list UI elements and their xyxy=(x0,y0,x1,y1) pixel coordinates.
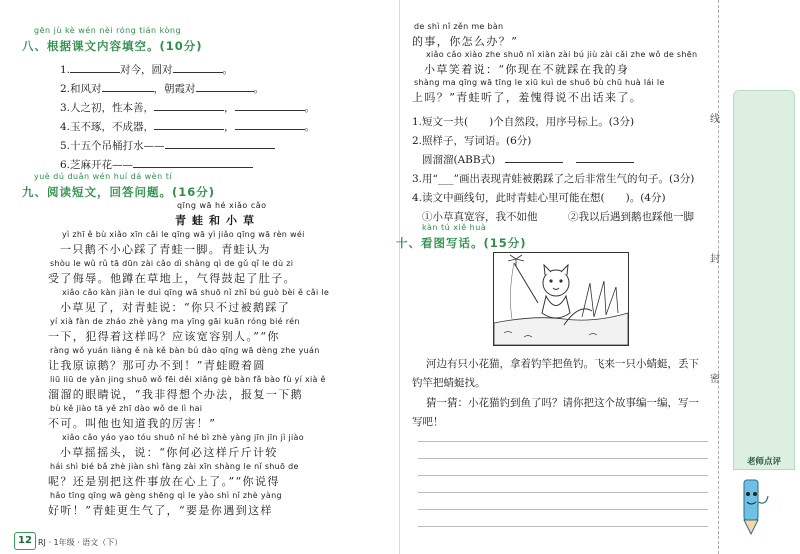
pencil-mascot-icon xyxy=(732,472,772,542)
binding-label: 线 xyxy=(710,114,720,125)
question-8-5: 5.十五个吊桶打水—— xyxy=(60,138,275,153)
passage-line: 猜一猜：小花猫钓到鱼了吗？请你把这个故事编一编，写一 xyxy=(426,397,699,409)
story-line: 不可。叫他也知道我的厉害！” xyxy=(48,417,217,430)
story-title-pinyin: qīng wā hé xiǎo cǎo xyxy=(177,201,267,210)
answer-blank[interactable] xyxy=(196,82,254,92)
answer-blank[interactable] xyxy=(576,153,634,163)
answer-blank[interactable] xyxy=(165,139,275,149)
story-line: 一只鹅不小心踩了青蛙一脚。青蛙认为 xyxy=(60,243,271,256)
story-line: 小草见了，对青蛙说：“你只不过被鹅踩了 xyxy=(60,301,291,314)
writing-line[interactable] xyxy=(418,458,708,459)
story-line: 一下，犯得着这样吗？应该宽容别人。”“你 xyxy=(48,330,280,343)
answer-blank[interactable] xyxy=(235,120,305,130)
cat-fishing-illustration xyxy=(493,252,629,346)
story-line: 呢？还是别把这件事放在心上了。”“你说得 xyxy=(48,475,280,488)
answer-blank[interactable] xyxy=(70,63,120,73)
section-8-pinyin: gēn jù kè wén nèi róng tián kòng xyxy=(34,26,182,35)
answer-blank[interactable] xyxy=(133,158,253,168)
story-line-pinyin: xiǎo cǎo xiào zhe shuō nǐ xiàn zài bú jiù zài cǎi zhe wǒ de shēn xyxy=(426,50,698,59)
option-a[interactable]: ①小草真宽容，我不如他 xyxy=(422,211,538,223)
answer-blank[interactable] xyxy=(173,63,223,73)
story-line: 让我原谅鹅？那可办不到！”青蛙瞪着圆 xyxy=(48,359,266,372)
story-line: 好听！”青蛙更生气了，“要是你遇到这样 xyxy=(48,504,273,517)
story-line-pinyin: xiǎo cǎo kàn jiàn le duì qīng wā shuō nǐ zhǐ bú guò bèi ě cǎi le xyxy=(62,288,330,297)
section-10-title: 十、看图写话。(15分) xyxy=(396,236,527,250)
story-line-pinyin: de shì nǐ zěn me bàn xyxy=(414,22,504,31)
teacher-comment-panel xyxy=(733,90,795,470)
story-line-pinyin: xiǎo cǎo yáo yao tóu shuō nǐ hé bì zhè yàng jīn jīn jì jiào xyxy=(62,433,304,442)
story-line-pinyin: yì zhī ě bù xiǎo xīn cǎi le qīng wā yì jiǎo qīng wā rèn wéi xyxy=(62,230,305,239)
answer-blank[interactable] xyxy=(505,153,563,163)
story-line: 的事，你怎么办？” xyxy=(412,35,519,48)
question-8-4: 4.玉不琢，不成器， ， 。 xyxy=(60,121,316,133)
passage-line: 河边有只小花猫，拿着钓竿把鱼钓。飞来一只小蜻蜓，丢下 xyxy=(426,358,699,370)
page-number: 12 xyxy=(14,532,36,550)
answer-blank[interactable] xyxy=(102,82,154,92)
writing-line[interactable] xyxy=(418,492,708,493)
answer-blank[interactable] xyxy=(235,101,305,111)
teacher-comment-label: 老师点评 xyxy=(746,457,781,467)
story-line-pinyin: liū liū de yǎn jing shuō wǒ fēi děi xiǎng gè bàn fǎ bào fù yí xià ě xyxy=(50,375,326,384)
writing-line[interactable] xyxy=(418,526,708,527)
section-9-title: 九、阅读短文，回答问题。(16分) xyxy=(22,185,216,199)
question-8-3: 3.人之初，性本善， ， 。 xyxy=(60,102,316,114)
section-8-title: 八、根据课文内容填空。(10分) xyxy=(22,39,203,53)
writing-line[interactable] xyxy=(418,475,708,476)
writing-line[interactable] xyxy=(418,441,708,442)
question-9-3: 3.用“___”画出表现青蛙被鹅踩了之后非常生气的句子。(3分) xyxy=(412,173,695,185)
question-8-1: 1. 对今，圆对 。 xyxy=(60,64,234,76)
passage-line: 钓竿把蜻蜓找。 xyxy=(412,377,486,389)
binding-label: 封 xyxy=(710,254,720,265)
writing-line[interactable] xyxy=(418,509,708,510)
question-9-2-example: 圆溜溜(ABB式) xyxy=(422,152,634,167)
passage-line: 写吧！ xyxy=(412,416,444,428)
story-line: 受了侮辱。他蹲在草地上，气得鼓起了肚子。 xyxy=(48,272,296,285)
section-10-pinyin: kàn tú xiě huà xyxy=(422,223,487,232)
question-9-2: 2.照样子，写词语。(6分) xyxy=(412,135,532,147)
binding-label: 密 xyxy=(710,374,720,385)
answer-blank[interactable] xyxy=(154,120,224,130)
question-9-4: 4.读文中画线句，此时青蛙心里可能在想( )。(4分) xyxy=(412,192,666,204)
option-b[interactable]: ②我以后遇到鹅也踩他一脚 xyxy=(568,211,694,223)
story-line-pinyin: shàng ma qīng wā tīng le xiū kuì de shuō bù chū huà lái le xyxy=(414,78,665,87)
answer-blank[interactable] xyxy=(154,101,224,111)
story-line-pinyin: hǎo tīng qīng wā gèng shēng qì le yào shì nǐ zhè yàng xyxy=(50,491,282,500)
story-line-pinyin: hái shì bié bǎ zhè jiàn shì fàng zài xīn shàng le nǐ shuō de xyxy=(50,462,299,471)
story-line-pinyin: bù kě jiào tā yě zhī dào wǒ de lì hai xyxy=(50,404,203,413)
story-line-pinyin: yí xià fàn de zháo zhè yàng ma yīng gāi kuān róng bié rén xyxy=(50,317,300,326)
section-9-pinyin: yuè dú duǎn wén huí dá wèn tí xyxy=(34,172,173,181)
question-8-2: 2.和风对 ，朝霞对 。 xyxy=(60,83,265,95)
binding-line xyxy=(718,0,719,554)
cat-fishing-drawing xyxy=(494,253,628,345)
story-line: 溜溜的眼睛说，“我非得想个办法，报复一下鹅 xyxy=(48,388,304,401)
question-8-6: 6.芝麻开花—— xyxy=(60,157,253,172)
story-line-pinyin: shòu le wǔ rǔ tā dūn zài cǎo dì shàng qì de gǔ qǐ le dù zi xyxy=(50,259,294,268)
story-line-pinyin: ràng wǒ yuán liàng ě nà kě bàn bú dào qīng wā dèng zhe yuán xyxy=(50,346,320,355)
footer-text: RJ · 1年级 · 语文（下） xyxy=(38,538,123,547)
story-line: 小草笑着说：“你现在不就踩在我的身 xyxy=(424,63,630,76)
question-9-1: 1.短文一共( )个自然段，用序号标上。(3分) xyxy=(412,116,635,128)
story-line: 小草摇摇头，说：“你何必这样斤斤计较 xyxy=(60,446,278,459)
story-line: 上吗？”青蛙听了，羞愧得说不出话来了。 xyxy=(412,91,643,104)
story-title: 青蛙和小草 xyxy=(175,214,260,227)
